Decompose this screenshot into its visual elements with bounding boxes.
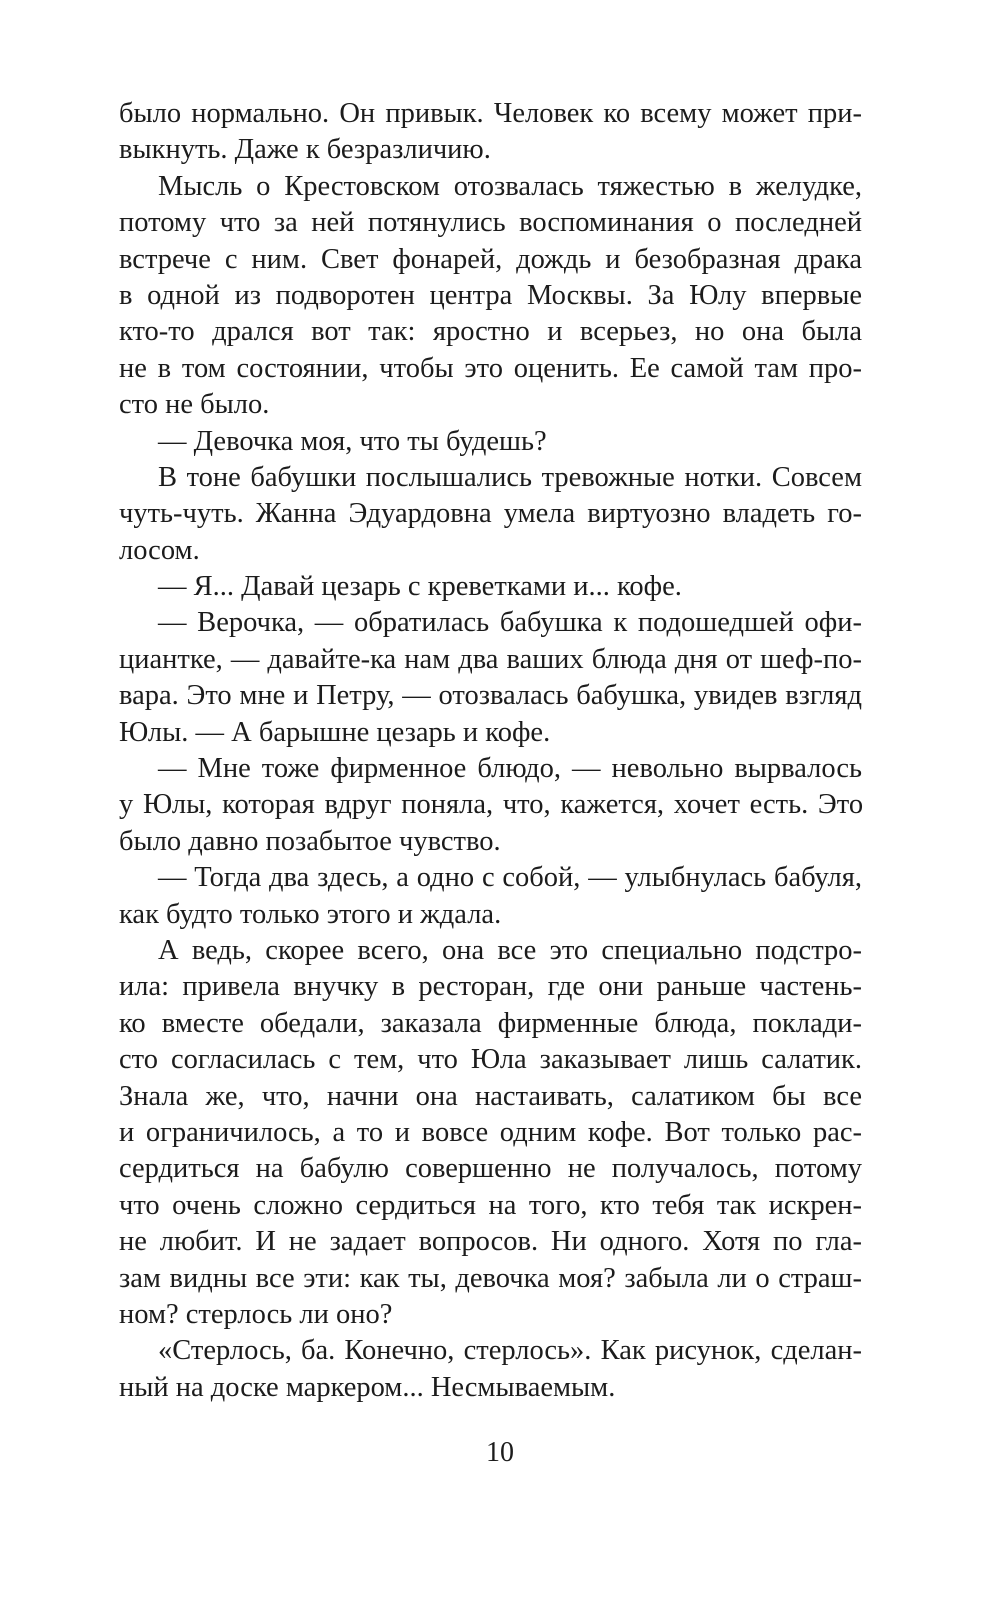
- text-line: сто не было.: [119, 389, 270, 421]
- text-line: ила: привела внучку в ресторан, где они раньше частень-: [119, 971, 862, 1003]
- text-line: было давно позабытое чувство.: [119, 825, 501, 857]
- text-line: ном? стерлось ли оно?: [119, 1298, 393, 1330]
- text-line: как будто только этого и ждала.: [119, 898, 502, 930]
- text-line: что очень сложно сердиться на того, кто тебя так искрен-: [119, 1189, 862, 1221]
- text-line: потому что за ней потянулись воспоминания о последней: [119, 207, 862, 239]
- text-line: вара. Это мне и Петру, — отозвалась бабушка, увидев взгляд: [119, 680, 862, 712]
- text-line: сто согласилась с тем, что Юла заказывает лишь салатик.: [119, 1044, 862, 1076]
- text-line: лосом.: [119, 534, 200, 566]
- text-line: А ведь, скорее всего, она все это специально подстро-: [158, 934, 862, 966]
- text-line: ный на доске маркером... Несмываемым.: [119, 1371, 616, 1403]
- text-line: не в том состоянии, чтобы это оценить. Ее самой там про-: [119, 352, 862, 384]
- text-line: встрече с ним. Свет фонарей, дождь и безобразная драка: [119, 243, 862, 275]
- text-line: сердиться на бабулю совершенно не получалось, потому: [119, 1153, 862, 1185]
- text-line: — Мне тоже фирменное блюдо, — невольно вырвалось: [158, 753, 862, 785]
- page-number: 10: [486, 1437, 514, 1468]
- text-line: «Стерлось, ба. Конечно, стерлось». Как рисунок, сделан-: [158, 1335, 862, 1367]
- page-body-text: [119, 96, 862, 1406]
- text-line: в одной из подворотен центра Москвы. За Юлу впервые: [119, 279, 862, 311]
- text-line: В тоне бабушки послышались тревожные нотки. Совсем: [158, 461, 862, 493]
- text-line: кто-то дрался вот так: яростно и всерьез, но она была: [119, 316, 862, 348]
- text-line: циантке, — давайте-ка нам два ваших блюда дня от шеф-по-: [119, 643, 862, 675]
- text-line: зам видны все эти: как ты, девочка моя? забыла ли о страш-: [119, 1262, 862, 1294]
- text-line: Юлы. — А барышне цезарь и кофе.: [119, 716, 551, 748]
- text-line: и ограничилось, а то и вовсе одним кофе. Вот только рас-: [119, 1116, 862, 1148]
- text-line: Мысль о Крестовском отозвалась тяжестью в желудке,: [158, 170, 862, 202]
- text-line: выкнуть. Даже к безразличию.: [119, 134, 491, 166]
- text-line: — Верочка, — обратилась бабушка к подошедшей офи-: [158, 607, 862, 639]
- text-line: — Девочка моя, что ты будешь?: [158, 425, 547, 457]
- text-line: у Юлы, которая вдруг поняла, что, кажется, хочет есть. Это: [119, 789, 862, 821]
- text-line: Знала же, что, начни она настаивать, салатиком бы все: [119, 1080, 862, 1112]
- text-line: — Я... Давай цезарь с креветками и... кофе.: [158, 571, 682, 603]
- text-line: было нормально. Он привык. Человек ко всему может при-: [119, 98, 862, 129]
- text-line: чуть-чуть. Жанна Эдуардовна умела виртуозно владеть го-: [119, 498, 862, 530]
- text-line: — Тогда два здесь, а одно с собой, — улыбнулась бабуля,: [158, 862, 862, 894]
- text-line: ко вместе обедали, заказала фирменные блюда, поклади-: [119, 1007, 862, 1039]
- text-line: не любит. И не задает вопросов. Ни одного. Хотя по гла-: [119, 1226, 862, 1258]
